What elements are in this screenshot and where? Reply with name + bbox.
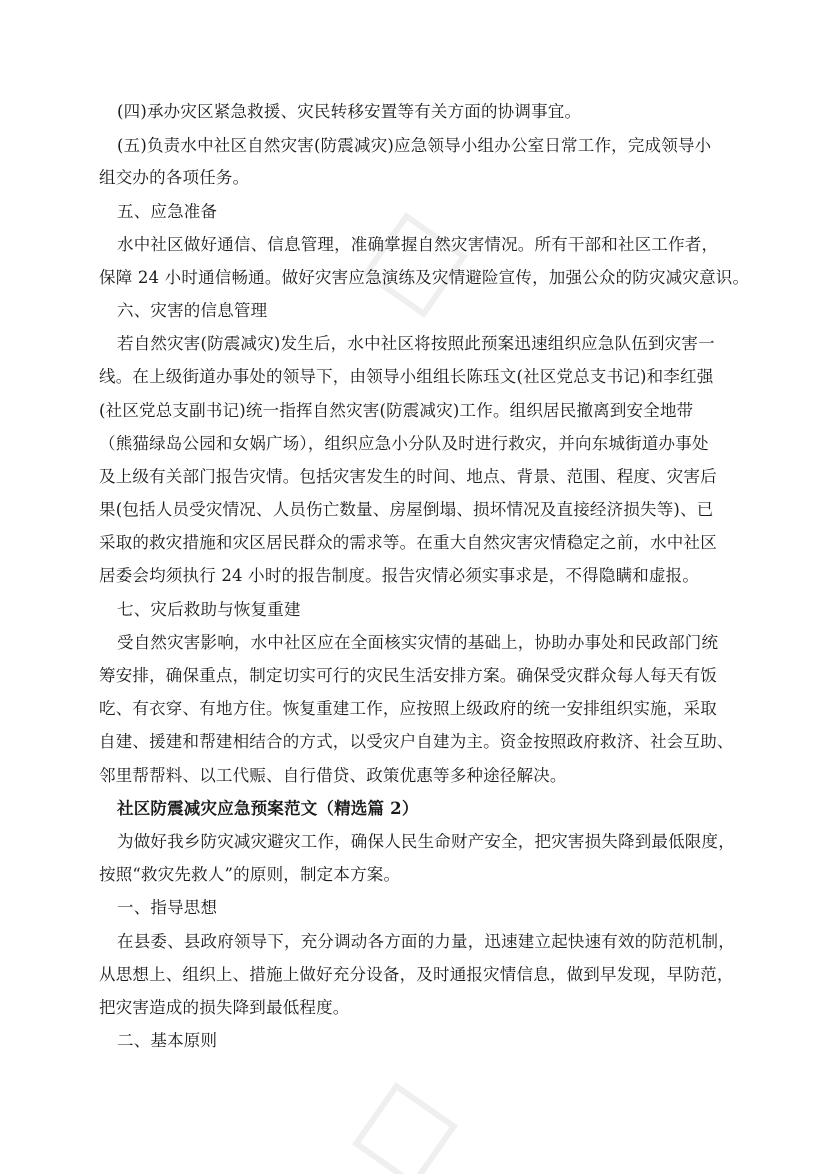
paragraph-line: 若自然灾害(防震减灾)发生后，水中社区将按照此预案迅速组织应急队伍到灾害一: [117, 334, 715, 353]
paragraph-line: 线。在上级街道办事处的领导下，由领导小组组长陈珏文(社区党总支书记)和李红强: [99, 367, 714, 386]
paragraph-line: 在县委、县政府领导下，充分调动各方面的力量，迅速建立起快速有效的防范机制，: [117, 932, 735, 951]
paragraph-line: 果(包括人员受灾情况、人员伤亡数量、房屋倒塌、损坏情况及直接经济损失等)、已: [99, 500, 714, 519]
paragraph-line: 水中社区做好通信、信息管理，准确掌握自然灾害情况。所有干部和社区工作者，: [117, 235, 719, 254]
paragraph-line: 吃、有衣穿、有地方住。恢复重建工作，应按照上级政府的统一安排组织实施，采取: [99, 699, 717, 718]
paragraph-line: （熊猫绿岛公园和女娲广场），组织应急小分队及时进行救灾，并向东城街道办事处: [99, 434, 709, 453]
section-heading: 六、灾害的信息管理: [117, 301, 268, 320]
section-heading: 二、基本原则: [117, 1031, 218, 1050]
paragraph-line: 从思想上、组织上、措施上做好充分设备，及时通报灾情信息，做到早发现，早防范，: [99, 965, 734, 984]
paragraph-line: (五)负责水中社区自然灾害(防震减灾)应急领导小组办公室日常工作，完成领导小: [117, 136, 712, 155]
paragraph-line: 自建、援建和帮建相结合的方式，以受灾户自建为主。资金按照政府救济、社会互助、: [99, 732, 734, 751]
paragraph-line: 受自然灾害影响，水中社区应在全面核实灾情的基础上，协助办事处和民政部门统: [117, 633, 719, 652]
section-heading: 五、应急准备: [117, 202, 218, 221]
article-title: 社区防震减灾应急预案范文（精选篇 2）: [117, 799, 419, 818]
paragraph-line: 把灾害造成的损失降到最低程度。: [99, 998, 350, 1017]
paragraph-line: (社区党总支副书记)统一指挥自然灾害(防震减灾)工作。组织居民撤离到安全地带: [99, 401, 694, 420]
paragraph-line: 组交办的各项任务。: [99, 168, 250, 187]
section-heading: 一、指导思想: [117, 898, 218, 917]
paragraph-line: 邻里帮帮料、以工代赈、自行借贷、政策优惠等多种途径解决。: [99, 766, 567, 785]
paragraph-line: 筹安排，确保重点，制定切实可行的灾民生活安排方案。确保受灾群众每人每天有饭: [99, 666, 717, 685]
paragraph-line: 采取的救灾措施和灾区居民群众的需求等。在重大自然灾害灾情稳定之前，水中社区: [99, 533, 717, 552]
paragraph-line: 为做好我乡防灾减灾避灾工作，确保人民生命财产安全，把灾害损失降到最低限度，: [117, 832, 735, 851]
paragraph-line: 及上级有关部门报告灾情。包括灾害发生的时间、地点、背景、范围、程度、灾害后: [99, 467, 717, 486]
section-heading: 七、灾后救助与恢复重建: [117, 600, 301, 619]
paragraph-line: 按照“救灾先救人”的原则，制定本方案。: [99, 865, 401, 884]
paragraph-line: 保障 24 小时通信畅通。做好灾害应急演练及灾情避险宣传，加强公众的防灾减灾意识。: [99, 268, 750, 287]
paragraph-line: (四)承办灾区紧急救援、灾民转移安置等有关方面的协调事宜。: [117, 102, 582, 121]
paragraph-line: 居委会均须执行 24 小时的报告制度。报告灾情必须实事求是，不得隐瞒和虚报。: [99, 566, 700, 585]
